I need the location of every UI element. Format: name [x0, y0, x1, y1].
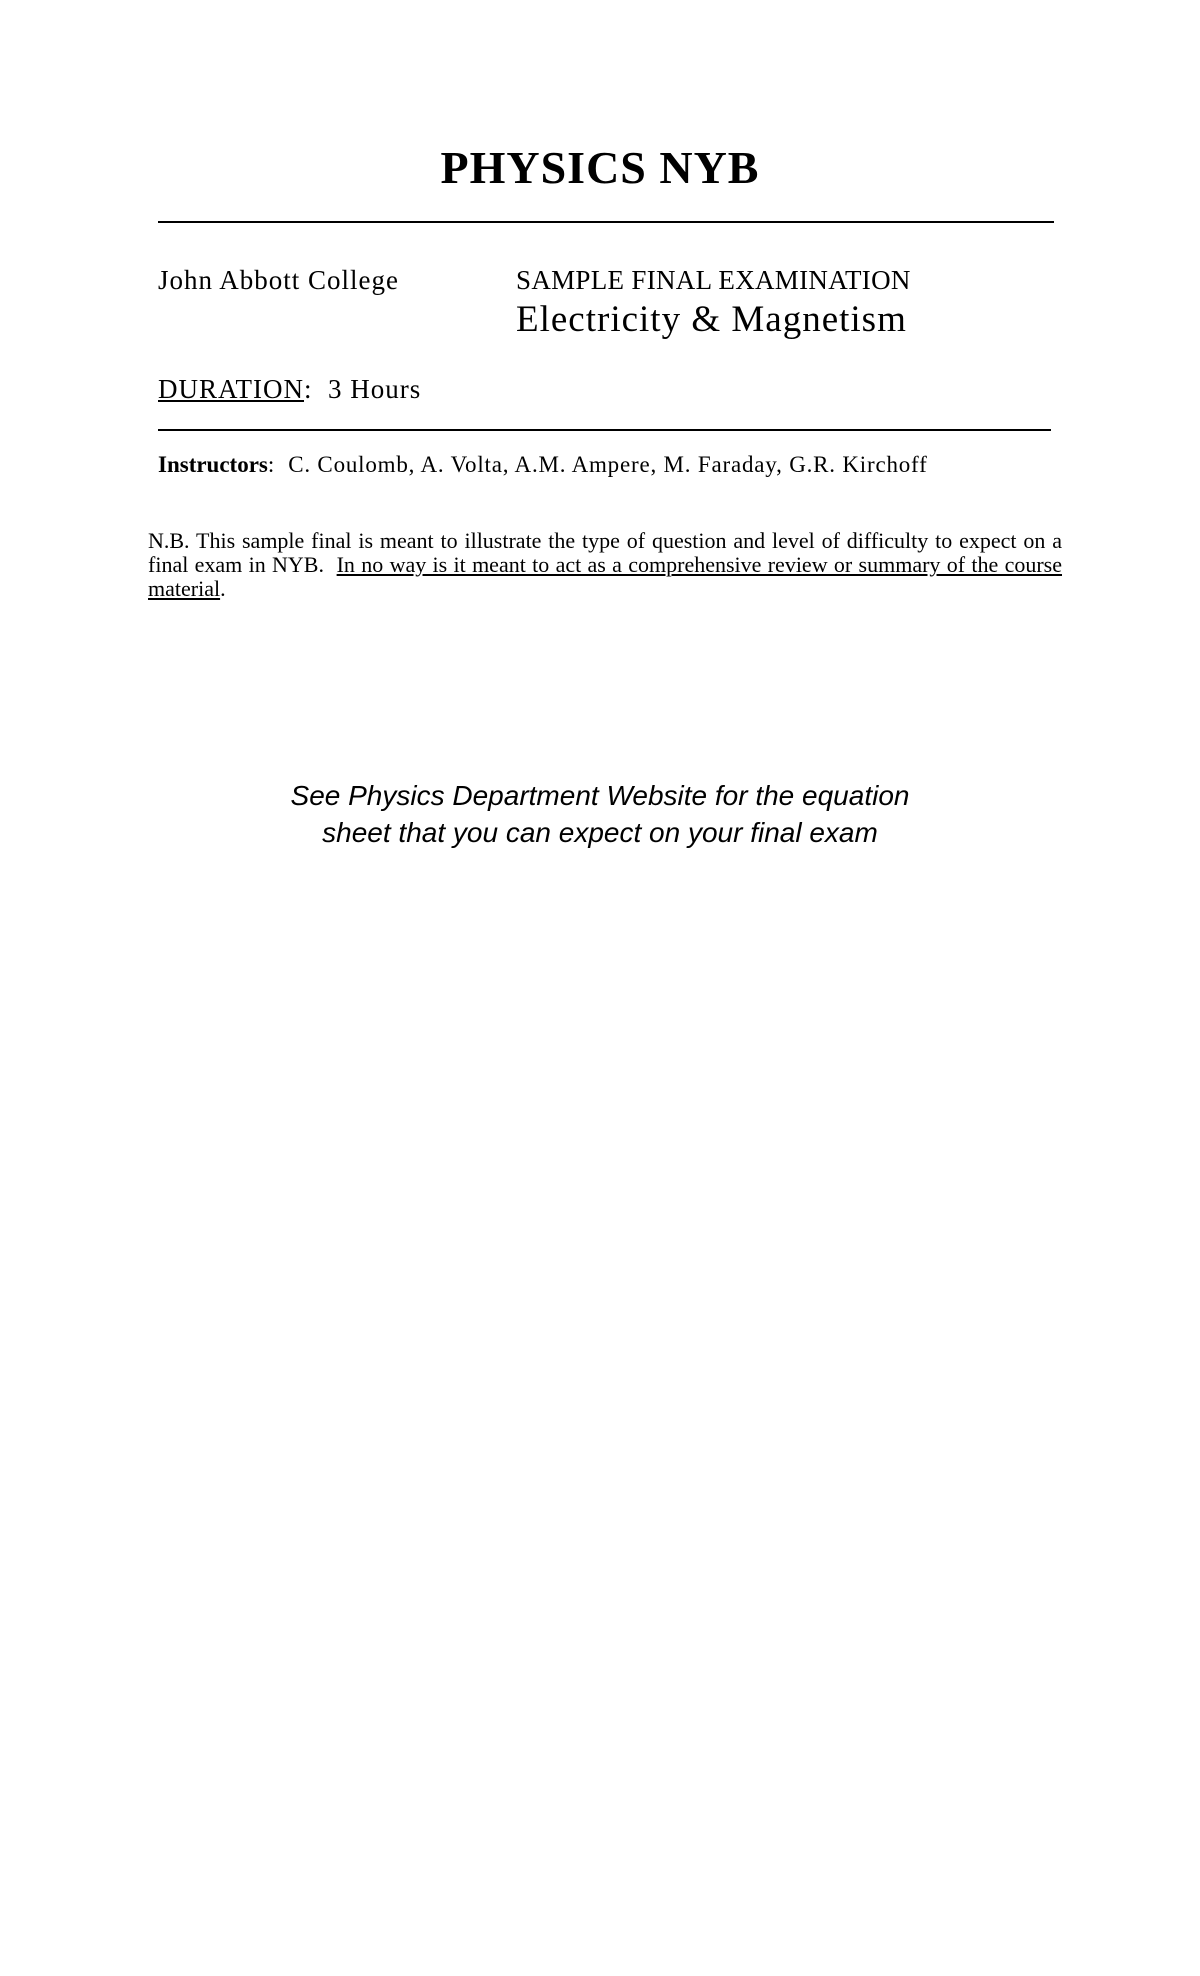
- middle-divider: [158, 429, 1051, 431]
- note-text: N.B. This sample final is meant to illustrate the type of question and level of difficulty to expect on a final exam in NYB.: [148, 528, 1062, 577]
- note-end: .: [220, 576, 226, 601]
- duration-label: DURATION: [158, 374, 304, 404]
- instructors-names: C. Coulomb, A. Volta, A.M. Ampere, M. Faraday, G.R. Kirchoff: [288, 452, 928, 477]
- equation-note-line2: sheet that you can expect on your final exam: [322, 817, 878, 848]
- duration: DURATION: 3 Hours: [158, 374, 422, 404]
- instructors-label: Instructors: [158, 452, 268, 477]
- duration-value: 3 Hours: [328, 374, 422, 404]
- page-title: PHYSICS NYB: [440, 142, 760, 193]
- note-underlined: In no way is it meant to act as a comprehensive review or summary of the course material: [148, 552, 1062, 601]
- exam-subject: Electricity & Magnetism: [516, 299, 907, 340]
- top-divider: [158, 221, 1054, 223]
- equation-sheet-note: [0, 777, 1200, 851]
- disclaimer-note: [148, 529, 1062, 601]
- instructors-line: Instructors: C. Coulomb, A. Volta, A.M. Ampere, M. Faraday, G.R. Kirchoff: [158, 452, 928, 477]
- exam-type: SAMPLE FINAL EXAMINATION: [516, 265, 911, 295]
- equation-note-line1: See Physics Department Website for the equation: [290, 780, 910, 811]
- college-name: John Abbott College: [158, 265, 399, 295]
